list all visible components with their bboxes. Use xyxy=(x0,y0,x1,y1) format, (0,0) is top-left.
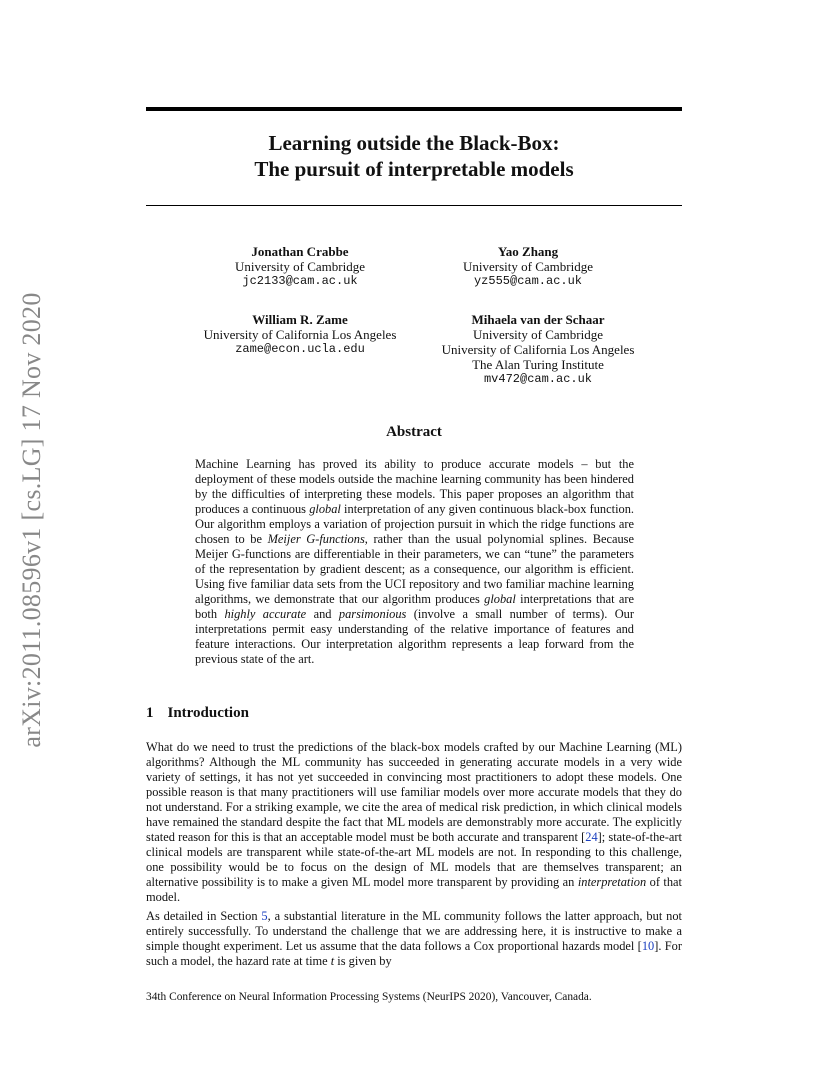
abstract-segment: (involve a small number of terms). Our interpretations permit easy understanding of the relative importance of features and feature interactions. Our interpretation algorithm represents a leap forward from the previous state of the art. xyxy=(195,607,634,666)
author-block-4 xyxy=(418,312,658,387)
title-bottom-rule xyxy=(146,205,682,206)
author-affiliation: University of Cambridge xyxy=(463,259,593,274)
author-block-2 xyxy=(428,244,628,289)
intro-paragraph-1 xyxy=(146,740,682,905)
author-name: Jonathan Crabbe xyxy=(251,244,349,259)
section-number: 1 xyxy=(146,705,154,721)
math-variable: t xyxy=(330,954,335,968)
section-title: Introduction xyxy=(167,705,249,721)
author-affiliation: University of Cambridge xyxy=(235,259,365,274)
author-name: Mihaela van der Schaar xyxy=(471,312,605,327)
text-segment: ]; state-of-the-art clinical models are transparent while state-of-the-art ML models are not. In responding to this challenge, one possibility would be to focus on the design of ML models that are themselves transparent; an alternative possibility is to make a given ML model more transparent by providing an xyxy=(146,830,683,889)
text-segment: What do we need to trust the predictions of the black-box models crafted by our Machine Learning (ML) algorithms? Although the ML community has succeeded in generating accurate models in a very wide variety of settings, it has not yet succeeded in convincing most practitioners to adopt these models. One possible reason is that many practitioners will use familiar models over more accurate models that they do not understand. For a striking example, we cite the area of medical risk prediction, in which clinical models have remained the standard despite the fact that ML models are demonstrably more accurate. The explicitly stated reason for this is that an acceptable model must be both accurate and transparent [ xyxy=(146,740,682,844)
intro-paragraph-2 xyxy=(146,909,682,969)
author-affiliation: University of Cambridge xyxy=(473,327,603,342)
text-segment: is given by xyxy=(334,954,392,968)
abstract-segment: Machine Learning has proved its ability to produce accurate models – but the deployment of these models outside the machine learning community has been hindered by the difficulties of interpreting these models. This paper proposes an algorithm that produces a continuous xyxy=(195,457,634,516)
author-affiliation: The Alan Turing Institute xyxy=(472,357,604,372)
abstract-emphasis: global xyxy=(309,502,341,516)
paper-title xyxy=(146,130,682,182)
text-segment: ]. For such a model, the hazard rate at time xyxy=(146,939,682,968)
title-line-2: The pursuit of interpretable models xyxy=(254,157,574,181)
author-name: Yao Zhang xyxy=(497,244,559,259)
author-email[interactable]: zame@econ.ucla.edu xyxy=(235,342,365,356)
section-link[interactable]: 5 xyxy=(261,909,268,923)
author-email[interactable]: mv472@cam.ac.uk xyxy=(483,372,593,386)
author-block-1 xyxy=(200,244,400,289)
arxiv-side-label xyxy=(12,280,52,760)
abstract-segment: interpretations that are both xyxy=(195,592,634,621)
title-top-rule xyxy=(146,107,682,111)
section-heading xyxy=(146,705,249,722)
abstract-heading: Abstract xyxy=(386,424,442,440)
abstract-segment: and xyxy=(306,607,339,621)
title-line-1: Learning outside the Black-Box: xyxy=(268,131,560,155)
arxiv-identifier: arXiv:2011.08596v1 [cs.LG] 17 Nov 2020 xyxy=(17,292,46,748)
abstract-segment: , rather than the usual polynomial splines. Because Meijer G-functions are differentiable in their parameters, we can “tune” the parameters of the representation by gradient descent; as a consequence, our algorithm is efficient. Using five familiar data sets from the UCI repository and two familiar machine learning algorithms, we demonstrate that our algorithm produces xyxy=(195,532,634,606)
emphasis: interpretation xyxy=(577,875,647,889)
author-email[interactable]: yz555@cam.ac.uk xyxy=(473,274,583,288)
author-affiliation: University of California Los Angeles xyxy=(441,342,635,357)
abstract-text xyxy=(195,457,634,667)
author-block-3 xyxy=(170,312,430,357)
abstract-emphasis: parsimonious xyxy=(338,607,407,621)
citation-link[interactable]: 24 xyxy=(585,830,598,844)
abstract-emphasis: Meijer G-functions xyxy=(267,532,365,546)
text-segment: , a substantial literature in the ML community follows the latter approach, but not entirely successfully. To understand the challenge that we are addressing here, it is instructive to make a simple thought experiment. Let us assume that the data follows a Cox proportional hazards model [ xyxy=(146,909,682,953)
author-affiliation: University of California Los Angeles xyxy=(203,327,397,342)
author-name: William R. Zame xyxy=(252,312,348,327)
text-segment: As detailed in Section xyxy=(146,909,262,923)
abstract-emphasis: highly accurate xyxy=(224,607,307,621)
citation-link[interactable]: 10 xyxy=(641,939,655,953)
conference-footnote: 34th Conference on Neural Information Processing Systems (NeurIPS 2020), Vancouver, Canada. xyxy=(146,991,592,1003)
abstract-emphasis: global xyxy=(484,592,516,606)
abstract-segment: interpretation of any given continuous black-box function. Our algorithm employs a variation of projection pursuit in which the ridge functions are chosen to be xyxy=(195,502,634,546)
text-segment: of that model. xyxy=(146,875,682,904)
author-email[interactable]: jc2133@cam.ac.uk xyxy=(242,274,358,288)
